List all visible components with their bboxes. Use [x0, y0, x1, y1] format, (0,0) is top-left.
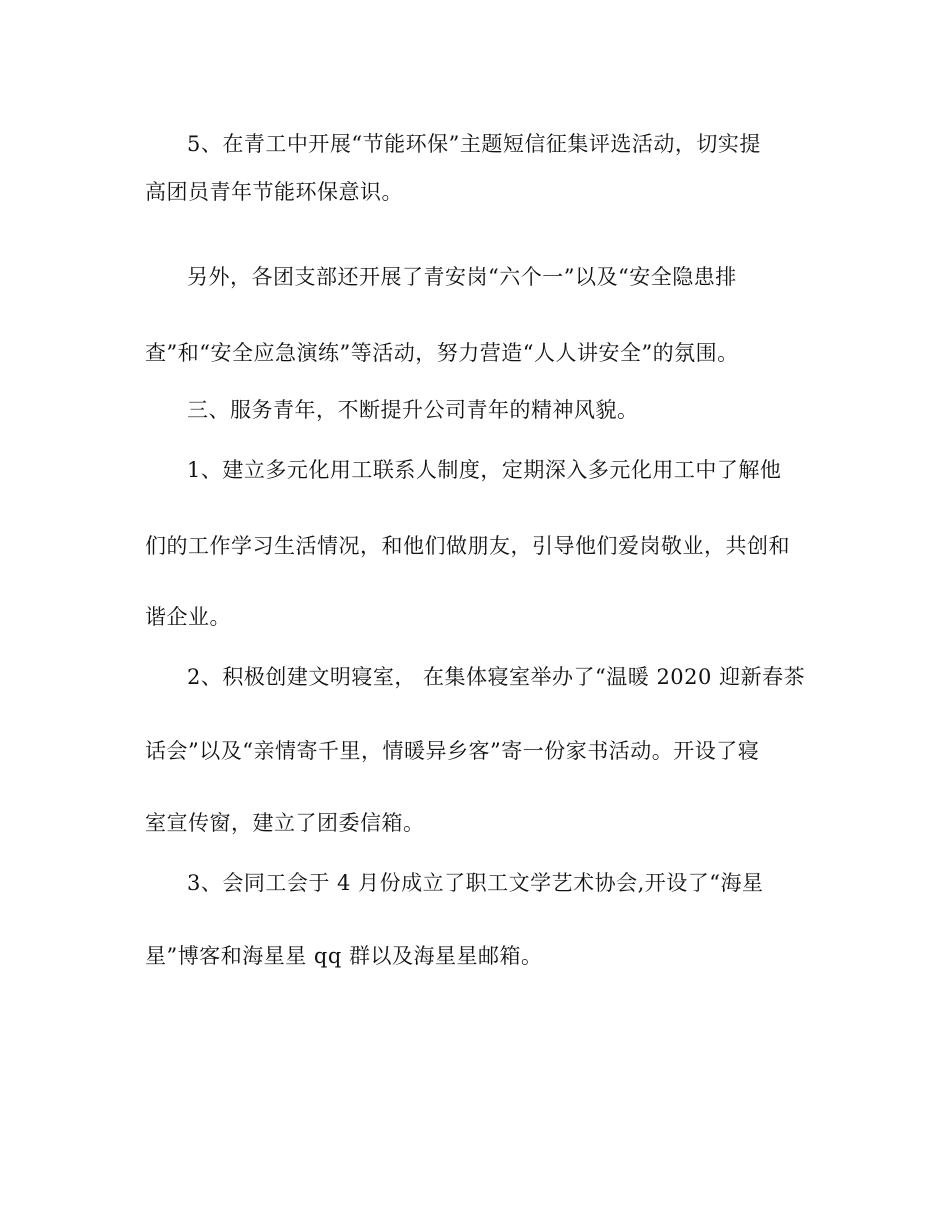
paragraph-2-line-2: 查”和“安全应急演练”等活动，努力营造“人人讲安全”的氛围。: [145, 341, 739, 365]
paragraph-1-line-1: 5、在青工中开展“节能环保”主题短信征集评选活动，切实提: [187, 132, 761, 156]
paragraph-6-line-2: 星”博客和海星星 qq 群以及海星星邮箱。: [145, 944, 543, 968]
section-heading-3: 三、服务青年，不断提升公司青年的精神风貌。: [187, 398, 639, 422]
paragraph-4-line-2: 们的工作学习生活情况，和他们做朋友，引导他们爱岗敬业，共创和: [145, 534, 790, 558]
paragraph-5-line-2: 话会”以及“亲情寄千里，情暖异乡客”寄一份家书活动。开设了寝: [145, 739, 760, 763]
paragraph-4-line-3: 谐企业。: [145, 605, 231, 629]
paragraph-1-line-2: 高团员青年节能环保意识。: [145, 180, 403, 204]
paragraph-5-line-1: 2、积极创建文明寝室， 在集体寝室举办了“温暖 2020 迎新春茶: [187, 665, 806, 689]
paragraph-5-line-3: 室宣传窗，建立了团委信箱。: [145, 811, 425, 835]
paragraph-6-line-1: 3、会同工会于 4 月份成立了职工文学艺术协会,开设了“海星: [187, 871, 764, 895]
paragraph-4-line-1: 1、建立多元化用工联系人制度，定期深入多元化用工中了解他: [187, 458, 782, 482]
paragraph-2-line-1: 另外，各团支部还开展了青安岗“六个一”以及“安全隐患排: [187, 265, 737, 289]
